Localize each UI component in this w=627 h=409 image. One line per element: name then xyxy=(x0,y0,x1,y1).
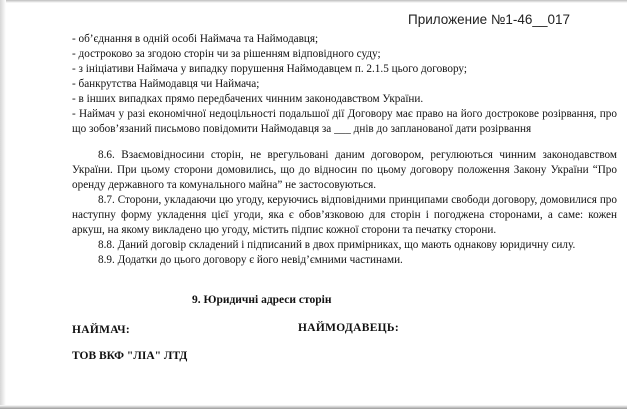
scan-edge-left xyxy=(0,0,6,409)
clause-8-8: 8.8. Даний договір складений і підписаний в двох примірниках, що мають однакову юридичну силу. xyxy=(98,239,576,251)
termination-item: - достроково за згодою сторін чи за рішенням відповідного суду; xyxy=(72,48,381,60)
annex-number: Приложение №1-46__017 xyxy=(408,12,570,27)
clause-8-6: 8.6. Взаємовідносини сторін, не врегульовані даним договором, регулюються чинним законодавством України. При цьому сторони домовились, що до відносин по цьому договору положення Закону України “Про оренду державного та комунального майна” не застосовуються. xyxy=(72,149,617,191)
termination-item: - Наймач у разі економічної недоцільності подальшої дії Договору має право на його дострокове розірвання, про що зобов’язаний письмово повідомити Наймодавця за ___ днів до запланованої дати розірвання xyxy=(72,108,617,135)
clause-8-9: 8.9. Додатки до цього договору є його невід’ємними частинами. xyxy=(98,254,403,266)
termination-item: - з ініціативи Наймача у випадку порушення Наймодавцем п. 2.1.5 цього договору; xyxy=(72,63,467,75)
paragraph-gap xyxy=(72,137,617,148)
clause-8-7: 8.7. Сторони, укладаючи цю угоду, керуючись відповідними принципами свободи договору, домовилися про наступну форму укладення цієї угоди, яка є обов’язковою для сторін і погоджена сторонами, а саме: кожен аркуш, на якому викладено цю угоду, містить підпис кожної сторони та печатку сторони. xyxy=(72,194,617,236)
termination-item: - об’єднання в одній особі Наймача та Наймодавця; xyxy=(72,33,319,45)
tenant-company: ТОВ ВКФ "ЛІА" ЛТД xyxy=(72,350,188,362)
termination-item: - в інших випадках прямо передбачених чинним законодавством України. xyxy=(72,93,424,105)
scan-edge-bottom xyxy=(0,405,627,409)
scan-edge-top xyxy=(0,0,627,3)
section-title: 9. Юридичні адреси сторін xyxy=(192,294,332,306)
landlord-label: НАЙМОДАВЕЦЬ: xyxy=(298,322,399,334)
tenant-label: НАЙМАЧ: xyxy=(72,324,130,336)
termination-item: - банкрутства Наймодавця чи Наймача; xyxy=(72,78,260,90)
document-body xyxy=(72,32,617,268)
